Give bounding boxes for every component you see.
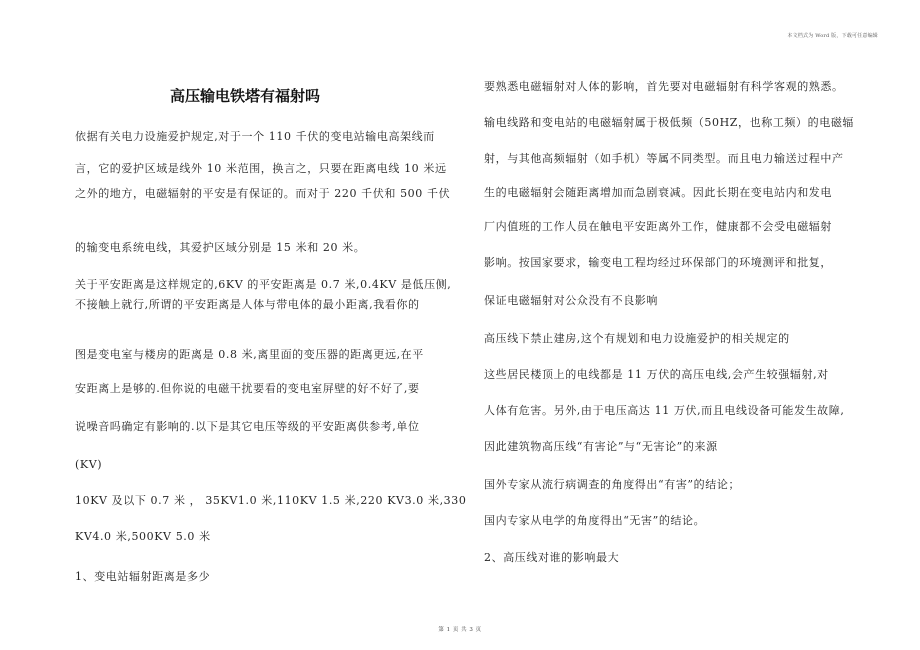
text-line: 说噪音吗确定有影响的.以下是其它电压等级的平安距离供参考,单位 [75,420,420,433]
right-column [484,0,884,650]
page-number: 第 1 页 共 3 页 [438,627,482,633]
text-line: 10KV 及以下 0.7 米 ， 35KV1.0 米,110KV 1.5 米,220 KV3.0 米,330 [75,494,467,507]
text-line: 高压线下禁止建房,这个有规划和电力设施爱护的相关规定的 [484,332,790,345]
text-line: KV4.0 米,500KV 5.0 米 [75,530,211,543]
text-line: 保证电磁辐射对公众没有不良影响 [484,294,658,307]
document-title: 高压输电铁塔有福射吗 [169,87,320,105]
text-line: 之外的地方，电磁辐射的平安是有保证的。而对于 220 千伏和 500 千伏 [75,187,451,200]
text-line: 因此建筑物高压线“有害论”与“无害论”的来源 [484,440,718,453]
text-line: 国内专家从电学的角度得出“无害”的结论。 [484,514,706,527]
left-column [75,0,475,650]
text-line: 要熟悉电磁辐射对人体的影响，首先要对电磁辐射有科学客观的熟悉。 [484,80,844,93]
text-line: 厂内值班的工作人员在触电平安距离外工作，健康都不会受电磁辐射 [484,220,832,233]
text-line: 影响。按国家要求，输变电工程均经过环保部门的环境测评和批复， [484,256,832,269]
text-line: 输电线路和变电站的电磁辐射属于极低频（50HZ，也称工频）的电磁辐 [484,116,855,129]
text-line: 依据有关电力设施爱护规定,对于一个 110 千伏的变电站输电高架线而 [75,130,435,143]
text-line: 2、高压线对谁的影响最大 [484,551,620,564]
text-line: 不接触上就行,所谓的平安距离是人体与带电体的最小距离,我看你的 [75,298,420,311]
text-line: (KV) [75,458,103,471]
text-line: 安距离上是够的.但你说的电磁干扰要看的变电室屏壁的好不好了,要 [75,382,420,395]
text-line: 国外专家从流行病调查的角度得出“有害”的结论； [484,478,741,491]
text-line: 图是变电室与楼房的距离是 0.8 米,离里面的变压器的距离更远,在平 [75,348,424,361]
text-line: 人体有危害。另外,由于电压高达 11 万伏,而且电线设备可能发生故障, [484,404,845,417]
text-line: 1、变电站辐射距离是多少 [75,570,211,583]
text-line: 言，它的爱护区域是线外 10 米范围，换言之，只要在距离电线 10 米远 [75,162,447,175]
text-line: 生的电磁辐射会随距离增加而急剧衰减。因此长期在变电站内和发电 [484,186,832,199]
text-line: 的输变电系统电线，其爱护区域分别是 15 米和 20 米。 [75,241,366,254]
header-note: 本文档式为 Word 版，下载可任意编辑 [787,33,878,39]
text-line: 射，与其他高频辐射（如手机）等属不同类型。而且电力输送过程中产 [484,152,844,165]
text-line: 关于平安距离是这样规定的,6KV 的平安距离是 0.7 米,0.4KV 是低压侧, [75,278,452,291]
text-line: 这些居民楼顶上的电线都是 11 万伏的高压电线,会产生较强辐射,对 [484,368,829,381]
